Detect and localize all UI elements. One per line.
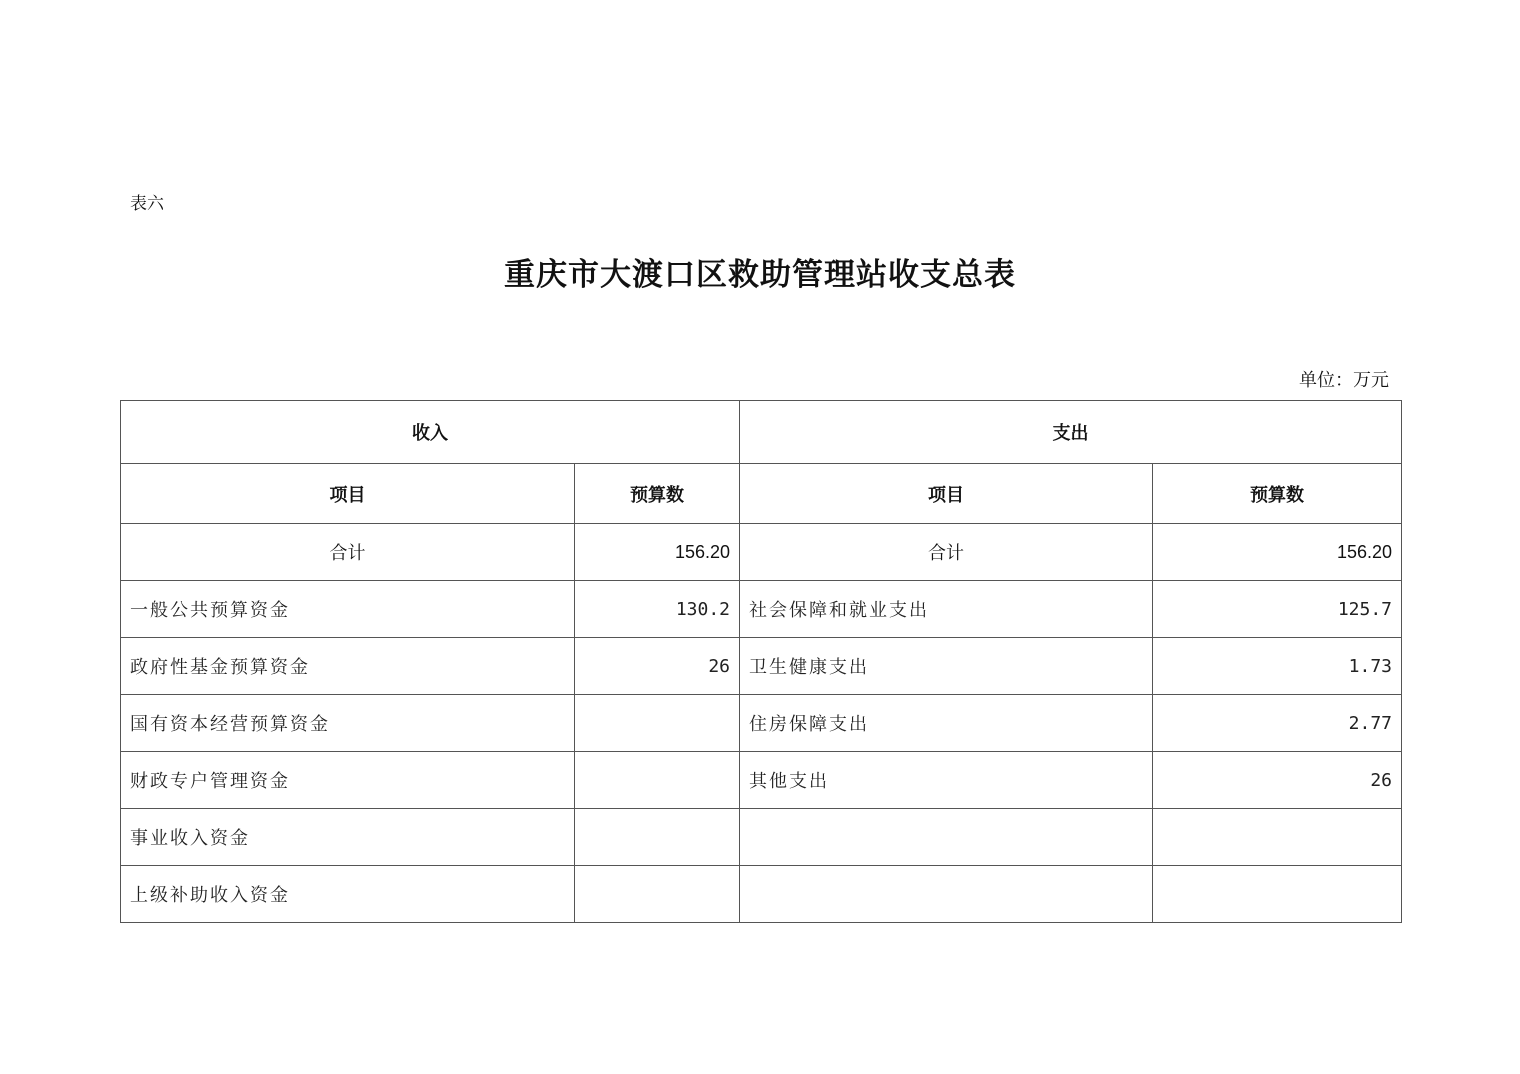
income-total-value: 156.20	[575, 524, 740, 581]
income-item: 国有资本经营预算资金	[121, 695, 575, 752]
income-total-label: 合计	[121, 524, 575, 581]
table-label: 表六	[130, 194, 164, 214]
income-item-column-header: 项目	[121, 464, 575, 524]
expense-budget-column-header: 预算数	[1153, 464, 1402, 524]
expense-item: 社会保障和就业支出	[740, 581, 1153, 638]
unit-label: 单位：万元	[1299, 370, 1389, 391]
expense-value: 125.7	[1153, 581, 1402, 638]
expense-value: 1.73	[1153, 638, 1402, 695]
income-value	[575, 752, 740, 809]
expense-total-value: 156.20	[1153, 524, 1402, 581]
expense-value	[1153, 809, 1402, 866]
expense-value: 26	[1153, 752, 1402, 809]
table-row	[121, 695, 1402, 752]
income-item: 上级补助收入资金	[121, 866, 575, 923]
table-row	[121, 638, 1402, 695]
expense-item: 卫生健康支出	[740, 638, 1153, 695]
income-value	[575, 866, 740, 923]
income-budget-column-header: 预算数	[575, 464, 740, 524]
expense-value	[1153, 866, 1402, 923]
expense-item: 其他支出	[740, 752, 1153, 809]
expense-total-label: 合计	[740, 524, 1153, 581]
income-item: 事业收入资金	[121, 809, 575, 866]
expense-item-column-header: 项目	[740, 464, 1153, 524]
income-expense-table	[120, 400, 1402, 923]
expense-value: 2.77	[1153, 695, 1402, 752]
table-row	[121, 809, 1402, 866]
expense-item: 住房保障支出	[740, 695, 1153, 752]
income-value	[575, 809, 740, 866]
table-row	[121, 866, 1402, 923]
page-title: 重庆市大渡口区救助管理站收支总表	[504, 257, 1016, 293]
income-value: 26	[575, 638, 740, 695]
income-item: 政府性基金预算资金	[121, 638, 575, 695]
total-row	[121, 524, 1402, 581]
income-item: 一般公共预算资金	[121, 581, 575, 638]
table-group-header-row	[121, 401, 1402, 464]
table-column-header-row	[121, 464, 1402, 524]
table-row	[121, 581, 1402, 638]
expense-item	[740, 809, 1153, 866]
income-item: 财政专户管理资金	[121, 752, 575, 809]
income-header: 收入	[121, 401, 740, 464]
table-row	[121, 752, 1402, 809]
income-value	[575, 695, 740, 752]
expense-item	[740, 866, 1153, 923]
income-value: 130.2	[575, 581, 740, 638]
expense-header: 支出	[740, 401, 1402, 464]
